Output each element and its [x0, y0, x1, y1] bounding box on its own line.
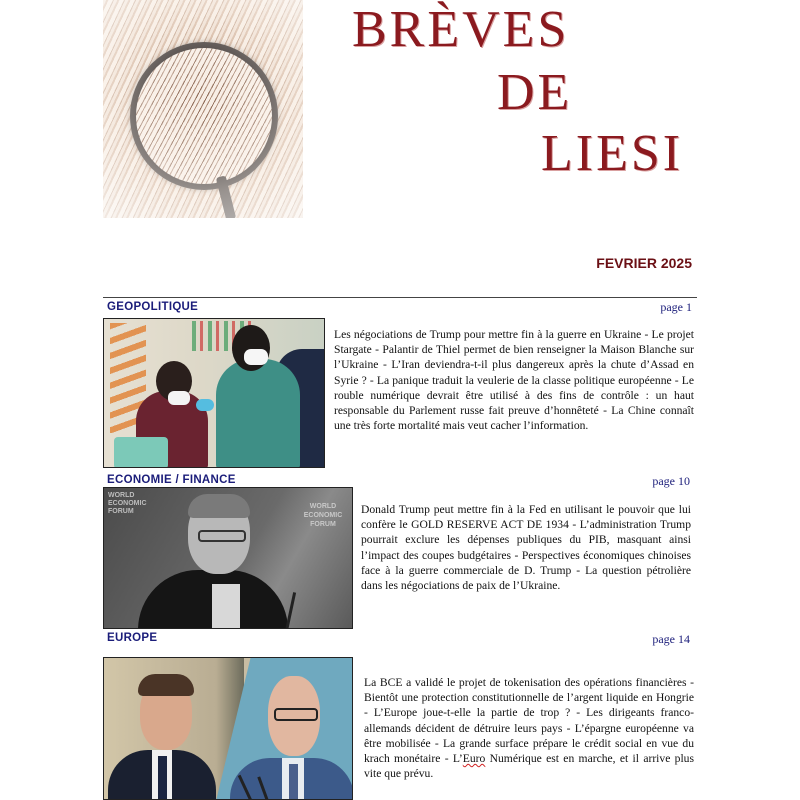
- section-heading-geopolitique: GEOPOLITIQUE: [107, 301, 199, 313]
- photo-people-masks: [103, 318, 325, 468]
- page-reference-economie-finance: page 10: [652, 474, 690, 488]
- page-reference-geopolitique: page 1: [660, 300, 692, 314]
- summary-geopolitique: Les négociations de Trump pour mettre fin à la guerre en Ukraine - Le projet Stargate - Palantir de Thiel permet de bien renseigner la Maison Blanche sur l’Ukraine - L’Iran deviendra-t-il plus dangereux après la chute d’Assad en Syrie ? - La panique traduit la veulerie de la classe politique européenne - Le rouble numérique devrait être utilisé à des fins de contrôle : un haut responsable du Parlement russe fait preuve d’honnêteté - La Chine connaît une très forte mortalité mais veut cacher l’information.: [334, 328, 694, 433]
- section-heading-economie-finance: ECONOMIE / FINANCE: [107, 474, 236, 486]
- section-heading-europe: EUROPE: [107, 632, 158, 644]
- summary-europe: La BCE a validé le projet de tokenisation des opérations financières - Bientôt une protection constitutionnelle de l’argent liquide en Hongrie - L’Europe joue-t-elle la partie de trop ? - Les dirigeants franco-allemands décident de détruire leurs pays - L’épargne européenne va être mobilisée - La grande surface prépare le crédit social en vue du krach monétaire - L’Euro Numérique est en marche, et il arrive plus vite que prévu.: [364, 676, 694, 781]
- title-line-3: LIESI: [541, 125, 684, 182]
- issue-date: FEVRIER 2025: [596, 255, 692, 271]
- title-line-2: DE: [497, 64, 573, 121]
- spellcheck-flagged-word: Euro: [462, 752, 486, 766]
- title-line-1: BRÈVES: [352, 1, 570, 58]
- cover-image-magnifying-glass: [103, 0, 303, 218]
- header-divider: [103, 297, 697, 298]
- photo-two-european-leaders: [103, 657, 353, 800]
- photo-man-world-economic-forum: WORLD ECONOMIC FORUM WORLD ECONOMIC FORUM: [103, 487, 353, 629]
- summary-economie-finance: Donald Trump peut mettre fin à la Fed en utilisant le pouvoir que lui confère le GOLD RESERVE ACT DE 1934 - L’administration Trump pourrait exclure les dépenses publiques du PIB, masquant ainsi l’impact des coupes budgétaires - Perspectives économiques chinoises face à la guerre commerciale de D. Trump - La question pétrolière dans les négociations de paix de l’Ukraine.: [361, 503, 691, 593]
- page-reference-europe: page 14: [652, 632, 690, 646]
